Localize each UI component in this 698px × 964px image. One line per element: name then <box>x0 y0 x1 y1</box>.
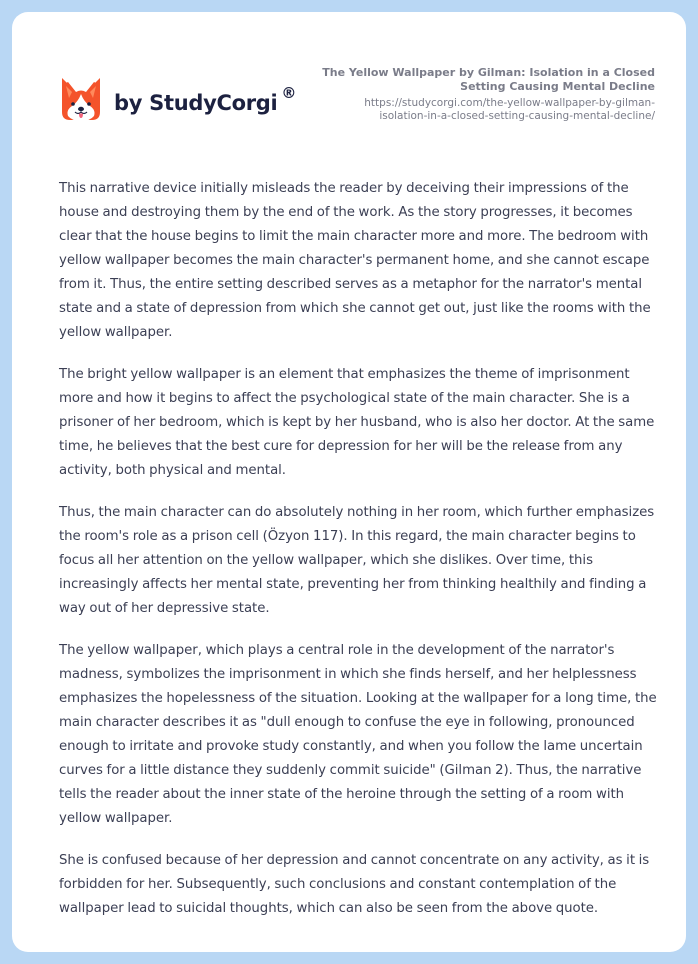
corgi-logo-icon <box>60 76 102 122</box>
document-url-link[interactable] <box>295 97 655 123</box>
registered-mark: ® <box>281 84 297 102</box>
document-url-line1: https://studycorgi.com/the-yellow-wallpaper-by-gilman- <box>364 97 655 109</box>
document-title <box>295 66 655 94</box>
paragraph: Thus, the main character can do absolutely nothing in her room, which further emphasizes the room's role as a prison cell (Özyon 117). In this regard, the main character begins to focus all her attention on the yellow wallpaper, which she dislikes. Over time, this increasingly affects her mental state, preventing her from thinking healthily and finding a way out of her depressive state. <box>59 505 655 616</box>
studycorgi-logo[interactable] <box>60 76 296 122</box>
paragraph: The yellow wallpaper, which plays a central role in the development of the narrator's madness, symbolizes the imprisonment in which she finds herself, and her helplessness emphasizes the hopelessness of the situation. Looking at the wallpaper for a long time, the main character describes it as "dull enough to confuse the eye in following, pronounced enough to irritate and provoke study constantly, and when you follow the lame uncertain curves for a little distance they suddenly commit suicide" (Gilman 2). Thus, the narrative tells the reader about the inner state of the heroine through the setting of a room with yellow wallpaper. <box>59 643 657 826</box>
paragraph: She is confused because of her depression and cannot concentrate on any activity, as it is forbidden for her. Subsequently, such conclusions and constant contemplation of the wallpaper lead to suicidal thoughts, which can also be seen from the above quote. <box>59 853 650 916</box>
document-title-line2: Setting Causing Mental Decline <box>460 80 655 93</box>
paragraph: The bright yellow wallpaper is an element that emphasizes the theme of imprisonment more and how it begins to affect the psychological state of the main character. She is a prisoner of her bedroom, which is kept by her husband, who is also her doctor. At the same time, he believes that the best cure for depression for her will be the release from any activity, both physical and mental. <box>59 367 655 478</box>
document-card <box>12 12 686 952</box>
document-url-line2: isolation-in-a-closed-setting-causing-mental-decline/ <box>379 110 655 122</box>
essay-body <box>59 177 659 939</box>
paragraph: This narrative device initially misleads the reader by deceiving their impressions of the house and destroying them by the end of the work. As the story progresses, it becomes clear that the house begins to limit the main character more and more. The bedroom with yellow wallpaper becomes the main character's permanent home, and she cannot escape from it. Thus, the entire setting described serves as a metaphor for the narrator's mental state and a state of depression from which she cannot get out, just like the rooms with the yellow wallpaper. <box>59 181 651 340</box>
document-title-line1: The Yellow Wallpaper by Gilman: Isolation in a Closed <box>322 66 655 79</box>
brand-name: by StudyCorgi <box>114 91 278 115</box>
document-meta <box>295 66 655 123</box>
page-header <box>12 12 686 162</box>
